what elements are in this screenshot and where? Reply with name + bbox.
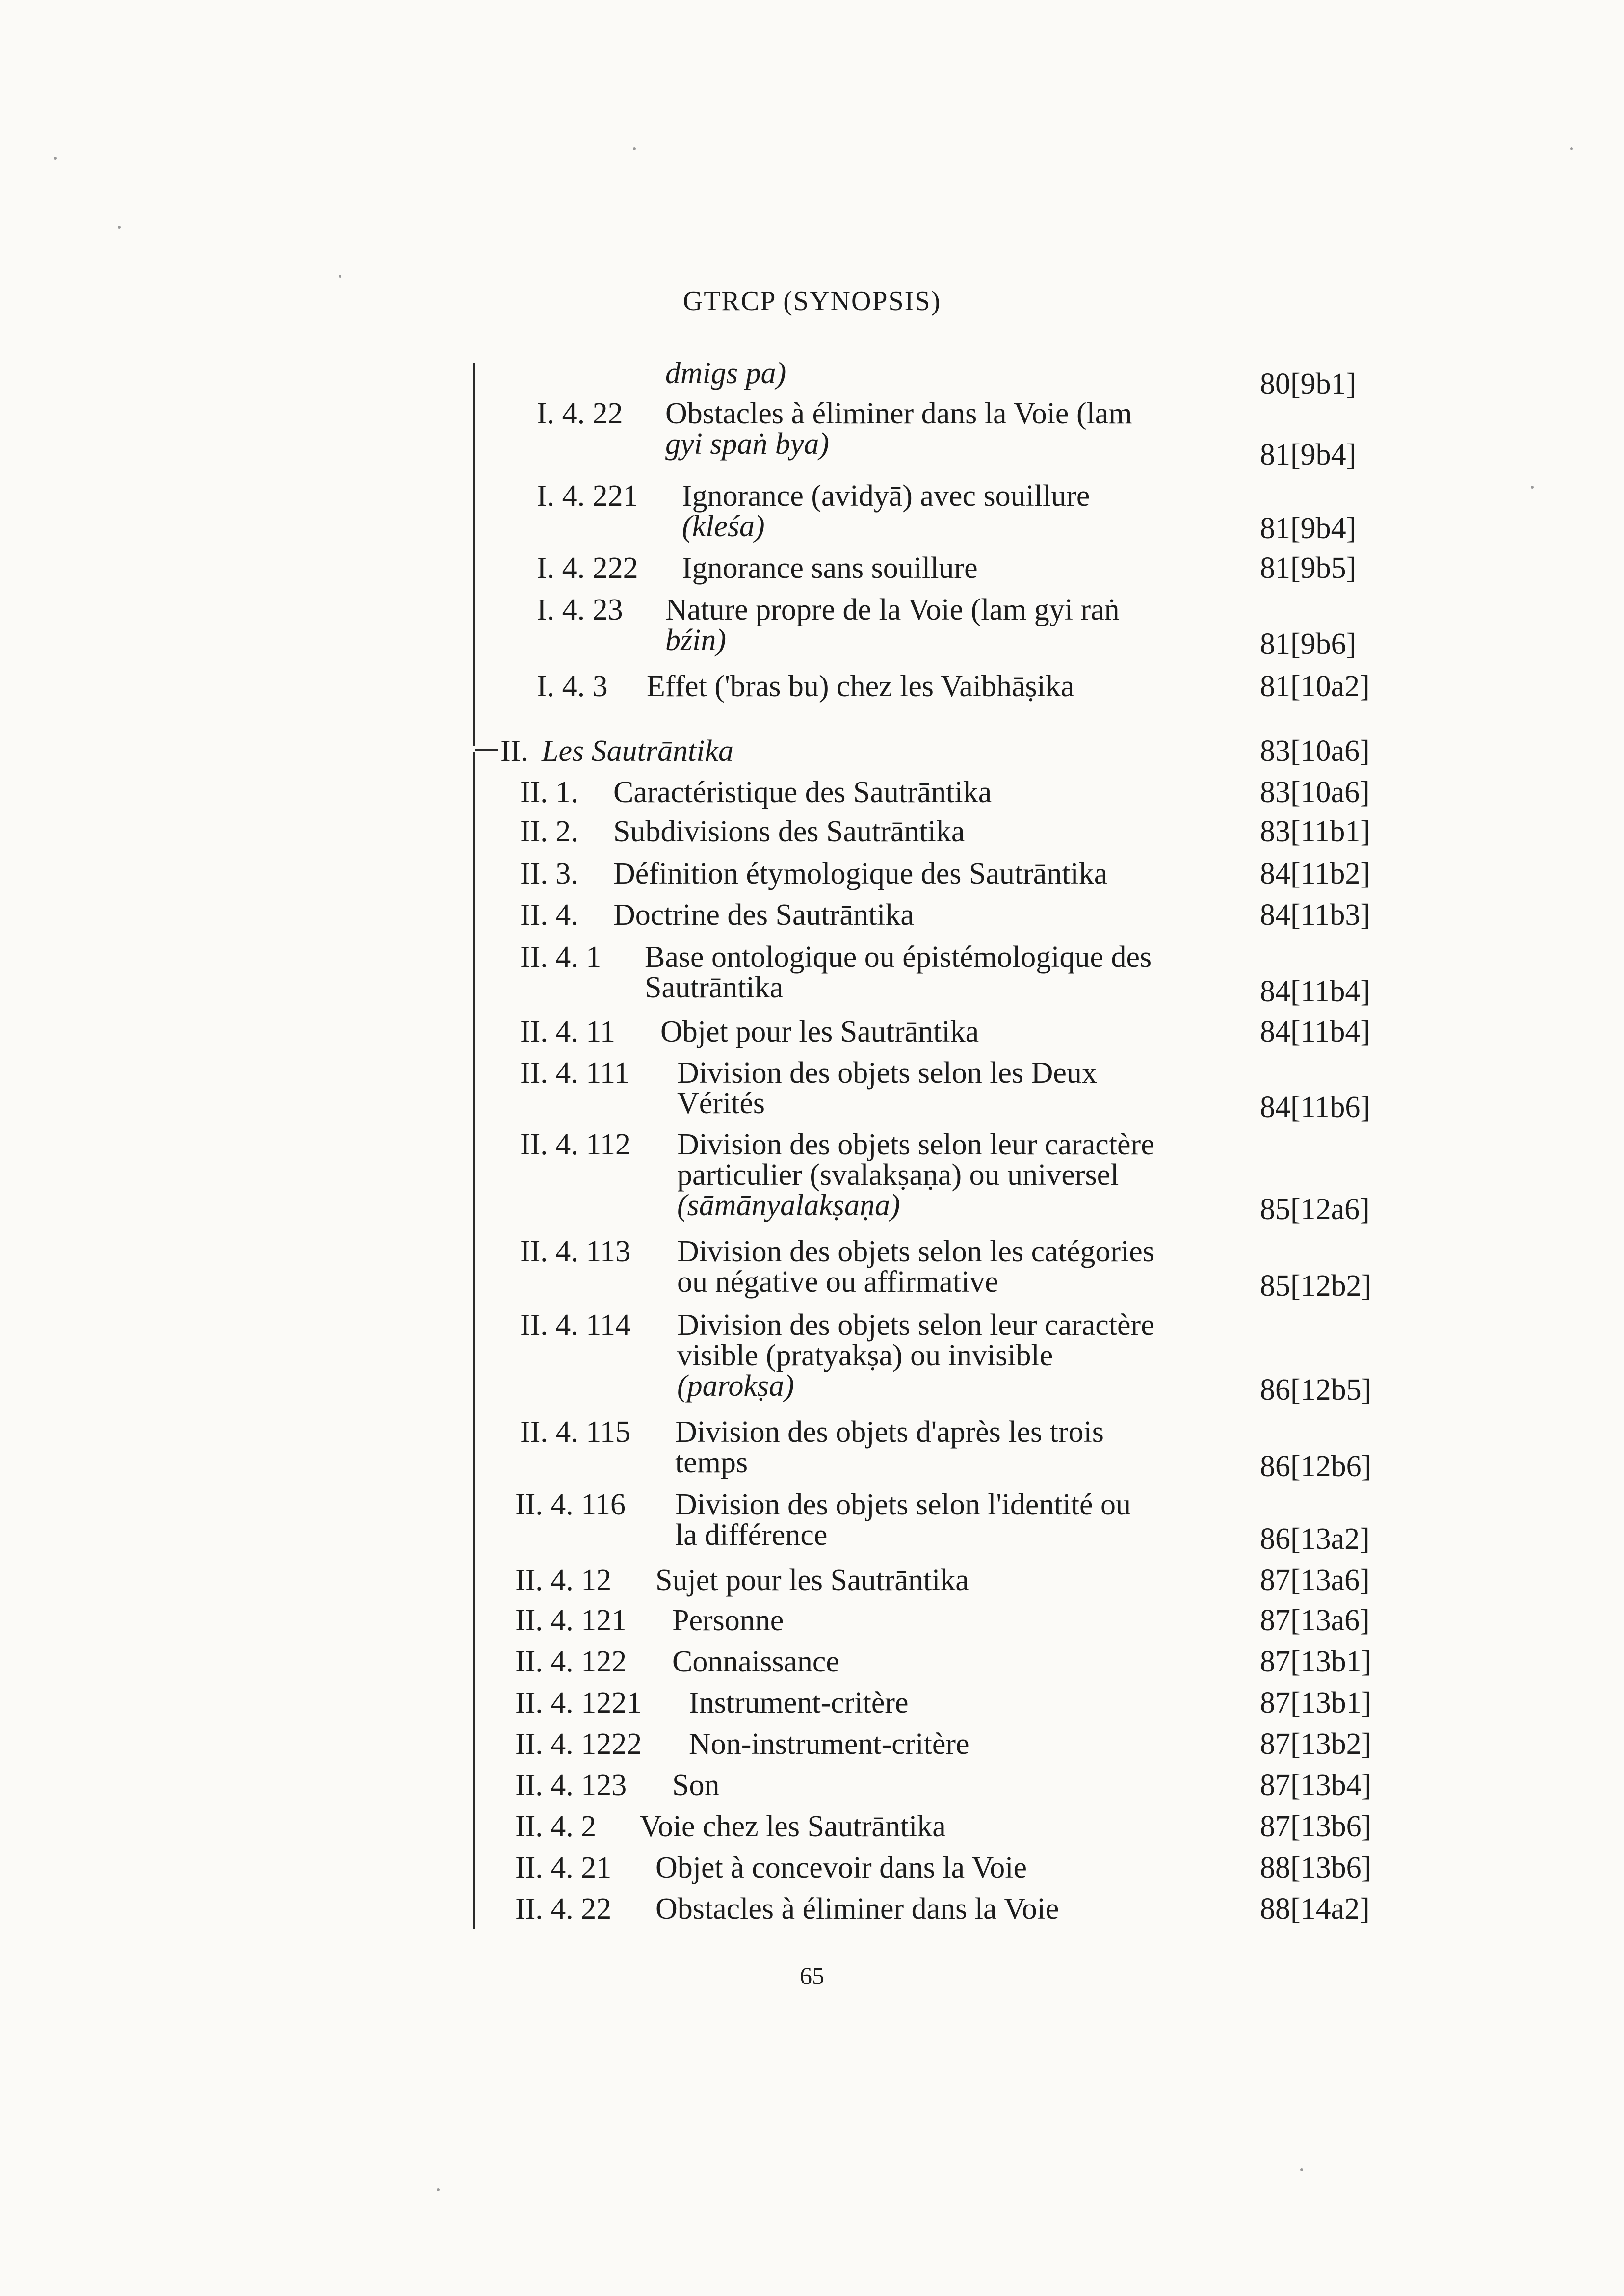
- entry-title: Subdivisions des Sautrāntika: [613, 815, 965, 848]
- scan-speck: [633, 147, 636, 150]
- entry-ref: 84[11b4]: [1260, 975, 1370, 1008]
- entry-title: Base ontologique ou épistémologique des Sautrāntika: [645, 940, 1152, 1004]
- entry-ref: 85[12a6]: [1260, 1193, 1370, 1226]
- entry-title: Sujet pour les Sautrāntika: [655, 1564, 969, 1597]
- entry-title: Division des objets selon l'identité ou la différence: [675, 1488, 1131, 1552]
- running-head: GTRCP (SYNOPSIS): [682, 286, 942, 316]
- entry-title: Objet pour les Sautrāntika: [660, 1015, 979, 1048]
- entry-title: Objet à concevoir dans la Voie: [655, 1851, 1027, 1884]
- entry-number: II. 4. 22: [515, 1892, 612, 1926]
- scan-speck: [54, 157, 57, 160]
- page-number: 65: [800, 1962, 824, 1989]
- entry-title: Effet ('bras bu) chez les Vaibhāṣika: [647, 670, 1074, 703]
- entry-ref: 80[9b1]: [1260, 367, 1357, 401]
- entry-number: II. 4. 1: [520, 940, 602, 974]
- entry-ref: 81[10a2]: [1260, 670, 1370, 703]
- entry-title: Son: [672, 1769, 720, 1802]
- entry-number: I. 4. 222: [537, 551, 638, 585]
- entry-ref: 84[11b4]: [1260, 1015, 1370, 1048]
- entry-ref: 86[12b5]: [1260, 1373, 1372, 1407]
- entry-ref: 88[13b6]: [1260, 1851, 1372, 1884]
- entry-ref: 81[9b4]: [1260, 512, 1357, 545]
- scan-speck: [437, 2188, 440, 2191]
- entry-number: II. 4. 21: [515, 1851, 612, 1884]
- entry-number: II. 4. 113: [520, 1235, 630, 1268]
- entry-title: Division des objets selon les Deux Vérités: [677, 1056, 1097, 1120]
- entry-ref: 83[11b1]: [1260, 815, 1370, 848]
- scan-speck: [1570, 147, 1573, 150]
- entry-number: I. 4. 221: [537, 479, 638, 513]
- entry-number: II. 4. 1221: [515, 1686, 642, 1720]
- entry-number: II. 4. 122: [515, 1645, 627, 1678]
- entry-number: II. 2.: [520, 815, 578, 848]
- entry-number: II. 4. 115: [520, 1415, 630, 1449]
- entry-number: II. 4. 111: [520, 1056, 629, 1090]
- entry-ref: 87[13b6]: [1260, 1810, 1372, 1843]
- entry-number: I. 4. 3: [537, 670, 608, 703]
- entry-ref: 87[13b1]: [1260, 1686, 1372, 1720]
- entry-ref: 83[10a6]: [1260, 734, 1370, 768]
- entry-number: II. 4. 2: [515, 1810, 597, 1843]
- entry-number: II. 4. 12: [515, 1564, 612, 1597]
- entry-title: Instrument-critère: [689, 1686, 909, 1720]
- entry-number: II. 4. 121: [515, 1604, 627, 1637]
- entry-number: II. 1.: [520, 776, 578, 809]
- entry-ref: 86[12b6]: [1260, 1450, 1372, 1483]
- entry-title: dmigs pa): [665, 357, 786, 390]
- scan-speck: [339, 275, 341, 278]
- entry-ref: 86[13a2]: [1260, 1522, 1370, 1556]
- entry-number: II. 3.: [520, 857, 578, 890]
- entry-ref: 84[11b2]: [1260, 857, 1370, 890]
- entry-title: Division des objets d'après les trois temps: [675, 1415, 1104, 1479]
- entry-number: II.: [500, 734, 528, 768]
- entry-title: Les Sautrāntika: [542, 734, 733, 768]
- entry-ref: 81[9b6]: [1260, 627, 1357, 661]
- entry-title: Ignorance sans souillure: [682, 551, 978, 585]
- entry-number: I. 4. 23: [537, 593, 623, 626]
- scan-speck: [118, 226, 121, 229]
- entry-title: Division des objets selon leur caractère particulier (svalakṣaṇa) ou universel (sāmānyalakṣaṇa): [677, 1128, 1154, 1222]
- entry-number: II. 4. 123: [515, 1769, 627, 1802]
- entry-title: Définition étymologique des Sautrāntika: [613, 857, 1108, 890]
- entry-title: Obstacles à éliminer dans la Voie: [655, 1892, 1059, 1926]
- entry-ref: 84[11b6]: [1260, 1091, 1370, 1124]
- entry-title: Ignorance (avidyā) avec souillure (kleśa): [682, 479, 1090, 543]
- entry-number: II. 4.: [520, 898, 578, 932]
- entry-number: II. 4. 112: [520, 1128, 630, 1161]
- entry-ref: 87[13b2]: [1260, 1727, 1372, 1761]
- entry-ref: 87[13a6]: [1260, 1604, 1370, 1637]
- entry-title: Doctrine des Sautrāntika: [613, 898, 914, 932]
- entry-title: Division des objets selon leur caractère visible (pratyakṣa) ou invisible (parokṣa): [677, 1308, 1154, 1403]
- entry-ref: 84[11b3]: [1260, 898, 1370, 932]
- entry-title: Non-instrument-critère: [689, 1727, 969, 1761]
- entry-number: II. 4. 116: [515, 1488, 626, 1521]
- entry-ref: 85[12b2]: [1260, 1269, 1372, 1303]
- entry-title: Voie chez les Sautrāntika: [640, 1810, 946, 1843]
- entry-number: II. 4. 1222: [515, 1727, 642, 1761]
- entry-number: I. 4. 22: [537, 397, 623, 430]
- scan-speck: [1300, 2168, 1303, 2171]
- entry-title: Nature propre de la Voie (lam gyi raṅ bźin): [665, 593, 1120, 657]
- entry-title: Personne: [672, 1604, 784, 1637]
- entry-title: Connaissance: [672, 1645, 839, 1678]
- entry-ref: 87[13a6]: [1260, 1564, 1370, 1597]
- entry-title: Division des objets selon les catégories ou négative ou affirmative: [677, 1235, 1154, 1299]
- entry-number: II. 4. 114: [520, 1308, 630, 1342]
- entry-title: Caractéristique des Sautrāntika: [613, 776, 992, 809]
- entry-ref: 87[13b4]: [1260, 1769, 1372, 1802]
- entry-number: II. 4. 11: [520, 1015, 615, 1048]
- entry-ref: 81[9b4]: [1260, 438, 1357, 471]
- entry-title: Obstacles à éliminer dans la Voie (lam gyi spaṅ bya): [665, 397, 1132, 461]
- entry-ref: 83[10a6]: [1260, 776, 1370, 809]
- scan-speck: [1531, 486, 1534, 489]
- entry-ref: 87[13b1]: [1260, 1645, 1372, 1678]
- entry-ref: 88[14a2]: [1260, 1892, 1370, 1926]
- entry-ref: 81[9b5]: [1260, 551, 1357, 585]
